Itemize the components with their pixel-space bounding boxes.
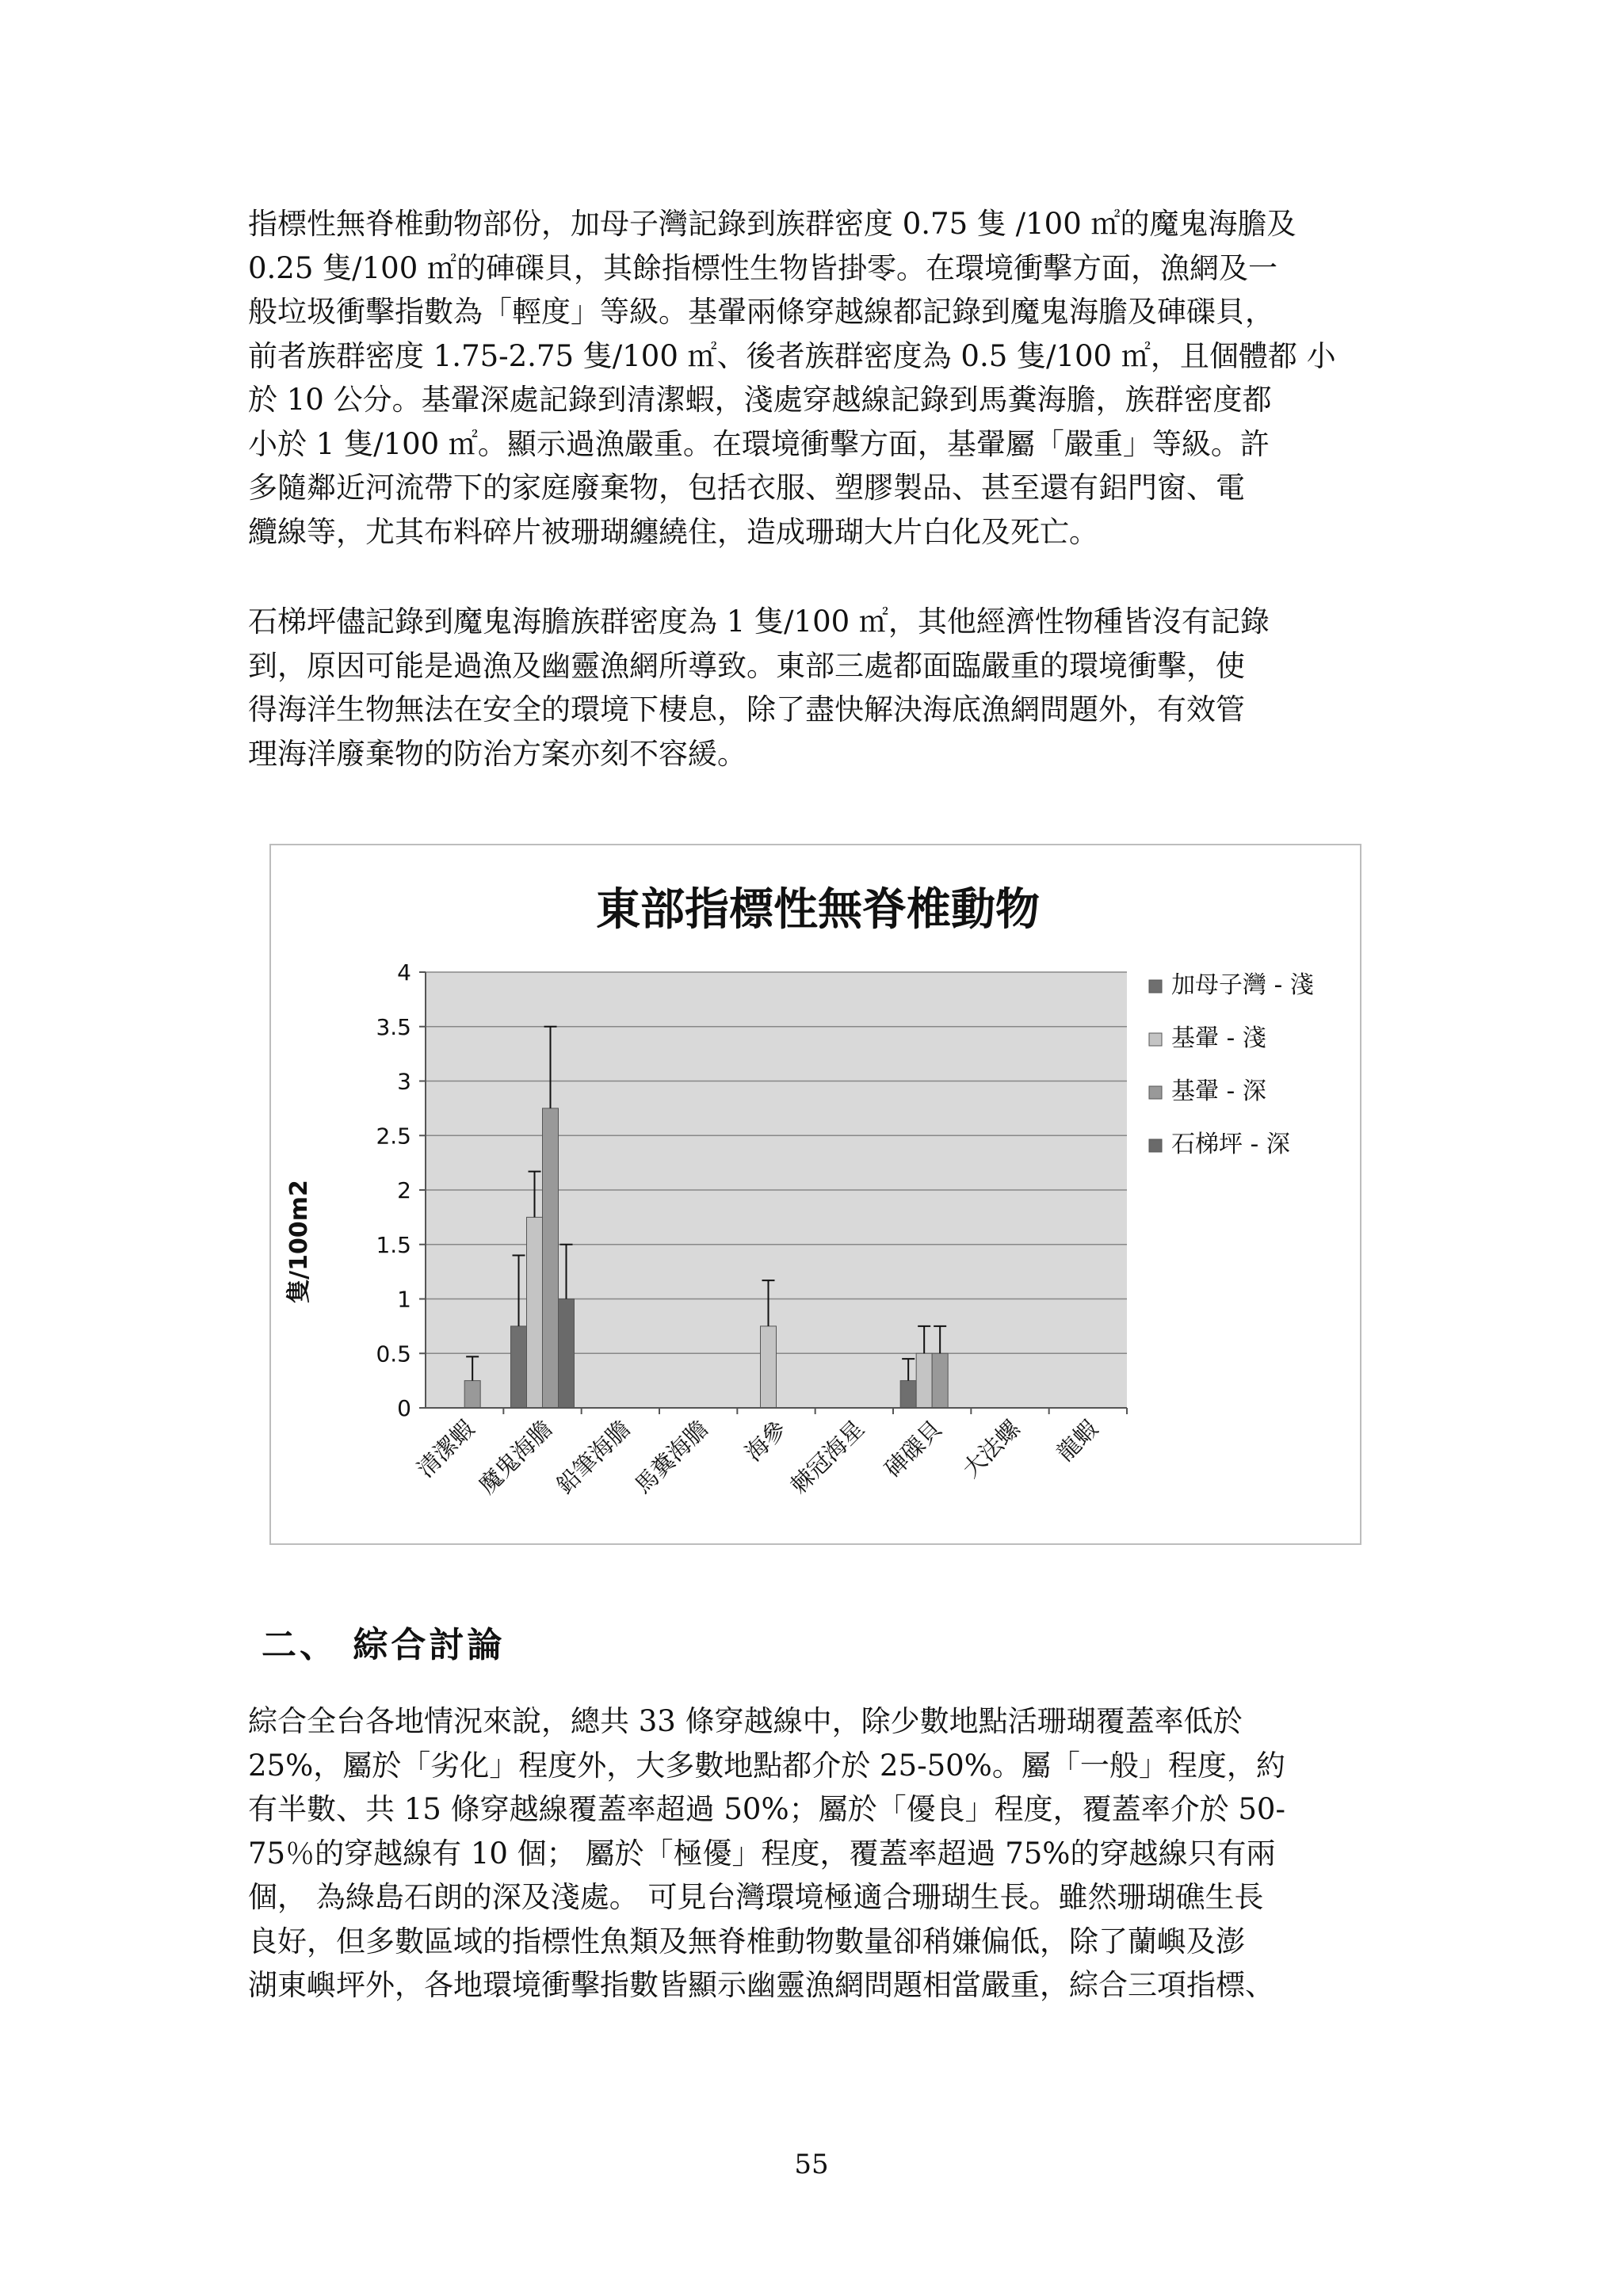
x-tick-label: 海參 [739, 1414, 792, 1466]
y-tick-label: 2.5 [376, 1123, 411, 1150]
text-line: 湖東嶼坪外，各地環境衝擊指數皆顯示幽靈漁網問題相當嚴重，綜合三項指標、 [248, 1968, 1274, 2002]
paragraph-general-discussion [248, 1699, 1413, 2008]
text-line: 多隨鄰近河流帶下的家庭廢棄物，包括衣服、塑膠製品、甚至還有鋁門窗、電 [248, 471, 1245, 505]
x-tick-label: 棘冠海星 [785, 1414, 869, 1499]
y-tick-label: 2 [397, 1177, 411, 1203]
text-line: 前者族群密度 1.75-2.75 隻/100 ㎡、後者族群密度為 0.5 隻/100 ㎡，且個體都 小 [248, 338, 1336, 373]
y-tick-label: 3.5 [376, 1013, 411, 1040]
y-axis-label: 隻/100m2 [285, 1180, 313, 1303]
x-tick-label: 龍蝦 [1051, 1414, 1103, 1466]
paragraph-shitiping [248, 600, 1413, 776]
legend-swatch [1149, 1033, 1162, 1046]
x-tick-label: 馬糞海膽 [629, 1414, 714, 1499]
section-heading: 二、 綜合討論 [262, 1625, 506, 1665]
bar [464, 1381, 480, 1408]
x-tick-label: 硨磲貝 [879, 1414, 948, 1483]
bar [761, 1326, 777, 1408]
x-tick-label: 魔鬼海膽 [473, 1414, 558, 1499]
text-line: 75％的穿越線有 10 個； 屬於「極優」程度，覆蓋率超過 75%的穿越線只有兩 [248, 1836, 1276, 1871]
y-tick-label: 1 [397, 1286, 411, 1313]
text-line: 小於 1 隻/100 ㎡。顯示過漁嚴重。在環境衝擊方面，基翬屬「嚴重」等級。許 [248, 426, 1270, 461]
bar [932, 1353, 948, 1408]
bar [900, 1381, 916, 1408]
text-line: 理海洋廢棄物的防治方案亦刻不容緩。 [248, 736, 747, 771]
y-tick-label: 0.5 [376, 1341, 411, 1367]
text-line: 0.25 隻/100 ㎡的硨磲貝，其餘指標性生物皆掛零。在環境衝擊方面，漁網及一 [248, 250, 1277, 285]
text-line: 指標性無脊椎動物部份，加母子灣記錄到族群密度 0.75 隻 /100 ㎡的魔鬼海膽及 [248, 207, 1296, 241]
text-line: 得海洋生物無法在安全的環境下棲息，除了盡快解決海底漁網問題外，有效管 [248, 692, 1245, 727]
text-line: 綜合全台各地情況來說，總共 33 條穿越線中，除少數地點活珊瑚覆蓋率低於 [248, 1704, 1243, 1738]
text-line: 般垃圾衝擊指數為「輕度」等級。基翬兩條穿越線都記錄到魔鬼海膽及硨磲貝， [248, 295, 1274, 329]
x-tick-label: 大法螺 [957, 1414, 1025, 1483]
y-tick-label: 1.5 [376, 1231, 411, 1258]
text-line: 到，原因可能是過漁及幽靈漁網所導致。東部三處都面臨嚴重的環境衝擊，使 [248, 648, 1245, 683]
legend-label: 石梯坪 - 深 [1171, 1131, 1290, 1158]
bar-chart [271, 845, 1360, 1543]
y-tick-label: 0 [397, 1395, 411, 1421]
x-tick-label: 清潔蝦 [411, 1414, 480, 1483]
legend-label: 基翬 - 淺 [1171, 1024, 1266, 1052]
bar [559, 1299, 575, 1409]
bar [511, 1326, 527, 1408]
bar [527, 1217, 543, 1408]
legend-label: 加母子灣 - 淺 [1171, 971, 1314, 999]
text-line: 石梯坪儘記錄到魔鬼海膽族群密度為 1 隻/100 ㎡，其他經濟性物種皆沒有記錄 [248, 605, 1270, 639]
text-line: 於 10 公分。基翬深處記錄到清潔蝦，淺處穿越線記錄到馬糞海膽，族群密度都 [248, 383, 1272, 417]
text-line: 25%，屬於「劣化」程度外，大多數地點都介於 25-50%。屬「一般」程度，約 [248, 1748, 1285, 1783]
text-line: 良好，但多數區域的指標性魚類及無脊椎動物數量卻稍嫌偏低，除了蘭嶼及澎 [248, 1924, 1245, 1958]
legend-swatch [1149, 1086, 1162, 1099]
text-line: 纜線等，尤其布料碎片被珊瑚纏繞住，造成珊瑚大片白化及死亡。 [248, 514, 1098, 549]
page-number: 55 [794, 2149, 829, 2180]
legend-swatch [1149, 980, 1162, 993]
y-tick-label: 4 [397, 959, 411, 986]
chart-container [269, 844, 1361, 1545]
legend-swatch [1149, 1139, 1162, 1152]
paragraph-east-invertebrates [248, 202, 1413, 554]
bar [916, 1353, 932, 1408]
chart-title: 東部指標性無脊椎動物 [596, 884, 1040, 936]
text-line: 有半數、共 15 條穿越線覆蓋率超過 50%；屬於「優良」程度，覆蓋率介於 50- [248, 1792, 1285, 1826]
y-tick-label: 3 [397, 1068, 411, 1095]
text-line: 個， 為綠島石朗的深及淺處。 可見台灣環境極適合珊瑚生長。雖然珊瑚礁生長 [248, 1880, 1264, 1914]
x-tick-label: 鉛筆海膽 [551, 1414, 636, 1499]
chart-legend [1149, 971, 1314, 1158]
legend-label: 基翬 - 深 [1171, 1077, 1266, 1105]
bar [543, 1108, 559, 1408]
